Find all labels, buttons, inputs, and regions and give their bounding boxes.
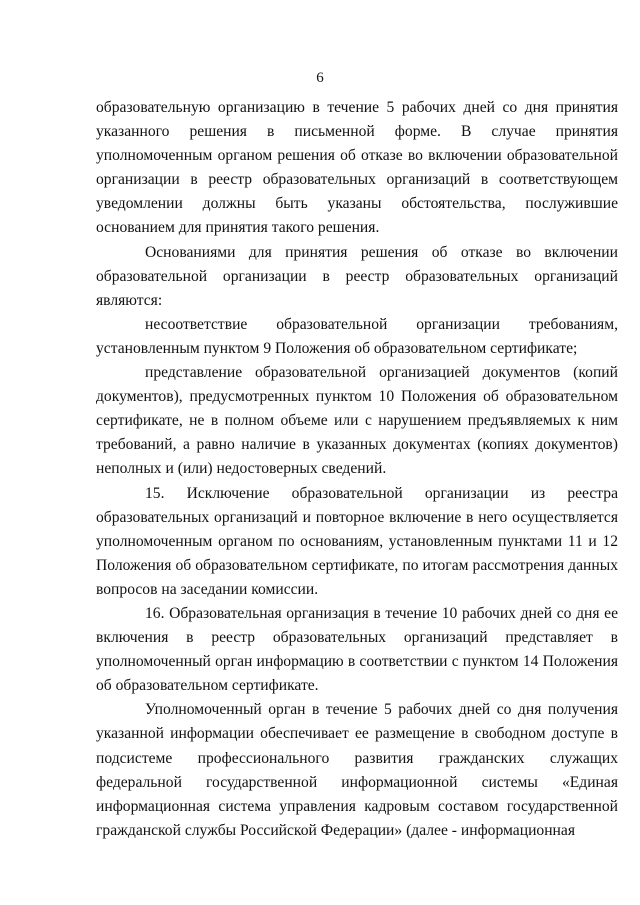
page-number: 6 <box>316 70 324 86</box>
paragraph-publication: Уполномоченный орган в течение 5 рабочих дней со дня получения указанной информации обеспечивает ее размещение в свободном доступе в подсистеме профессионального развития гражданских служащих федеральной государственной информационной системы «Единая информационная система управления кадровым составом государственной гражданской службы Российской Федерации» (далее - информационная <box>96 701 618 839</box>
document-body <box>96 96 618 843</box>
paragraph-item-16: 16. Образовательная организация в течение 10 рабочих дней со дня ее включения в реестр образовательных организаций представляет в уполномоченный орган информацию в соответствии с пунктом 14 Положения об образовательном сертификате. <box>96 604 618 695</box>
paragraph-continuation: образовательную организацию в течение 5 рабочих дней со дня принятия указанного решения в письменной форме. В случае принятия уполномоченным органом решения об отказе во включении образовательной организации в реестр образовательных организаций в соответствующем уведомлении должны быть указаны обстоятельства, послужившие основанием для принятия такого решения. <box>96 99 618 237</box>
paragraph-item-15: 15. Исключение образовательной организации из реестра образовательных организаций и повторное включение в него осуществляется уполномоченным органом по основаниям, установленным пунктами 11 и 12 Положения об образовательном сертификате, по итогам рассмотрения данных вопросов на заседании комиссии. <box>96 484 618 598</box>
paragraph-refusal-grounds-intro: Основаниями для принятия решения об отказе во включении образовательной организации в реестр образовательных организаций являются: <box>96 243 618 309</box>
paragraph-ground-nonconformity: несоответствие образовательной организации требованиям, установленным пунктом 9 Положения об образовательном сертификате; <box>96 315 618 357</box>
paragraph-ground-documents: представление образовательной организацией документов (копий документов), предусмотренных пунктом 10 Положения об образовательном сертификате, не в полном объеме или с нарушением предъявляемых к ним требований, а равно наличие в указанных документах (копиях документов) неполных и (или) недостоверных сведений. <box>96 364 618 478</box>
